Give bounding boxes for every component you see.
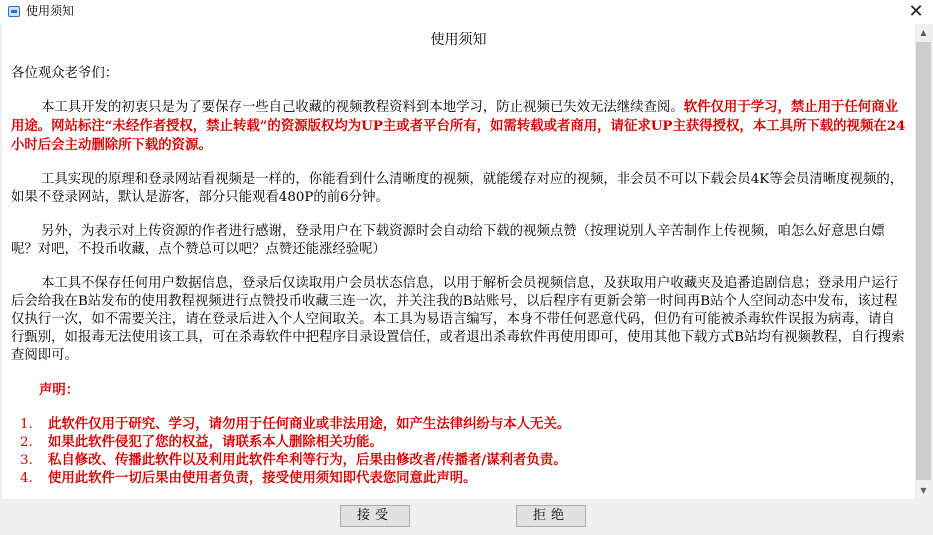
declaration-text: 如果此软件侵犯了您的权益，请联系本人删除相关功能。: [48, 434, 383, 450]
declaration-heading: 声明：: [39, 382, 80, 398]
notice-heading: 使用须知: [430, 32, 487, 48]
privacy-text: 本工具不保存任何用户数据信息，登录后仅读取用户会员状态信息，以用于解析会员视频信息，及获取用户收藏夹及追番追剧信息；登录用户运行后会给我在B站发布的使用教程视频进行点赞投币收藏三连一次，并关注我的B站账号，以后程序有更新会第一时间再B站个人空间动态中发布，该过程仅执行一次，如不需要关注，请在登录后进入个人空间取关。本工具为易语言编写，本身不带任何恶意代码，但仍有可能被杀毒软件误报为病毒，请自行甄别，如报毒无法使用该工具，可在杀毒软件中把程序目录设置信任，或者退出杀毒软件再使用即可，使用其他下载方式B站均有视频教程，自行搜索查阅即可。: [11, 276, 905, 363]
copyright-warning-text: 软件仅用于学习，禁止用于任何商业用途。网站标注“未经作者授权，禁止转载”的资源版权均为UP主或者平台所有，如需转载或者商用，请征求UP主获得授权，本工具所下载的视频在24小时后会主动删除所下载的资源。: [11, 99, 906, 153]
declaration-number: 4.: [20, 471, 33, 486]
declaration-text: 此软件仅用于研究、学习，请勿用于任何商业或非法用途，如产生法律纠纷与本人无关。: [48, 416, 571, 432]
declaration-text: 私自修改、传播此软件以及利用此软件牟利等行为，后果由修改者/传播者/谋利者负责。: [48, 452, 567, 468]
declaration-item: [2, 469, 915, 487]
title-bar: [0, 0, 933, 24]
greeting-text: 各位观众老爷们：: [11, 66, 119, 81]
declaration-text: 使用此软件一切后果由使用者负责，接受使用须知即代表您同意此声明。: [48, 470, 477, 486]
declaration-item: [2, 451, 915, 469]
thanks-text: 另外，为表示对上传资源的作者进行感谢，登录用户在下载资源时会自动给下载的视频点赞（按理说别人辛苦制作上传视频，咱怎么好意思白嫖呢？对吧，不投币收藏，点个赞总可以吧？点赞还能涨经验呢）: [11, 224, 885, 257]
declaration-number: 3.: [20, 453, 33, 468]
purpose-text: 本工具开发的初衷只是为了要保存一些自己收藏的视频教程资料到本地学习，防止视频已失效无法继续查阅。: [41, 100, 684, 115]
declaration-number: 1.: [20, 417, 33, 432]
scrollbar-thumb[interactable]: [916, 42, 931, 480]
app-icon: [8, 6, 20, 17]
principle-text: 工具实现的原理和登录网站看视频是一样的，你能看到什么清晰度的视频，就能缓存对应的视频，非会员不可以下载会员4K等会员清晰度视频的，如果不登录网站，默认是游客，部分只能观看480P的前6分钟。: [11, 172, 904, 205]
accept-button[interactable]: 接受: [340, 505, 410, 527]
window-title: 使用须知: [26, 4, 75, 18]
declaration-item: [2, 433, 915, 451]
close-button[interactable]: ✕: [908, 1, 924, 22]
paragraph-purpose: [11, 98, 907, 155]
declaration-list: [2, 415, 915, 487]
reject-button[interactable]: 拒绝: [516, 505, 586, 527]
declaration-number: 2.: [20, 435, 33, 450]
paragraph-principle: [11, 171, 907, 207]
scroll-down-arrow-icon[interactable]: ▼: [920, 486, 927, 495]
scroll-up-arrow-icon[interactable]: ▲: [920, 28, 927, 37]
declaration-item: [2, 415, 915, 433]
paragraph-thanks: [11, 223, 907, 259]
paragraph-privacy: [11, 275, 907, 365]
notice-text-area[interactable]: [2, 24, 915, 499]
vertical-scrollbar[interactable]: [915, 24, 932, 499]
button-bar: [0, 499, 933, 535]
